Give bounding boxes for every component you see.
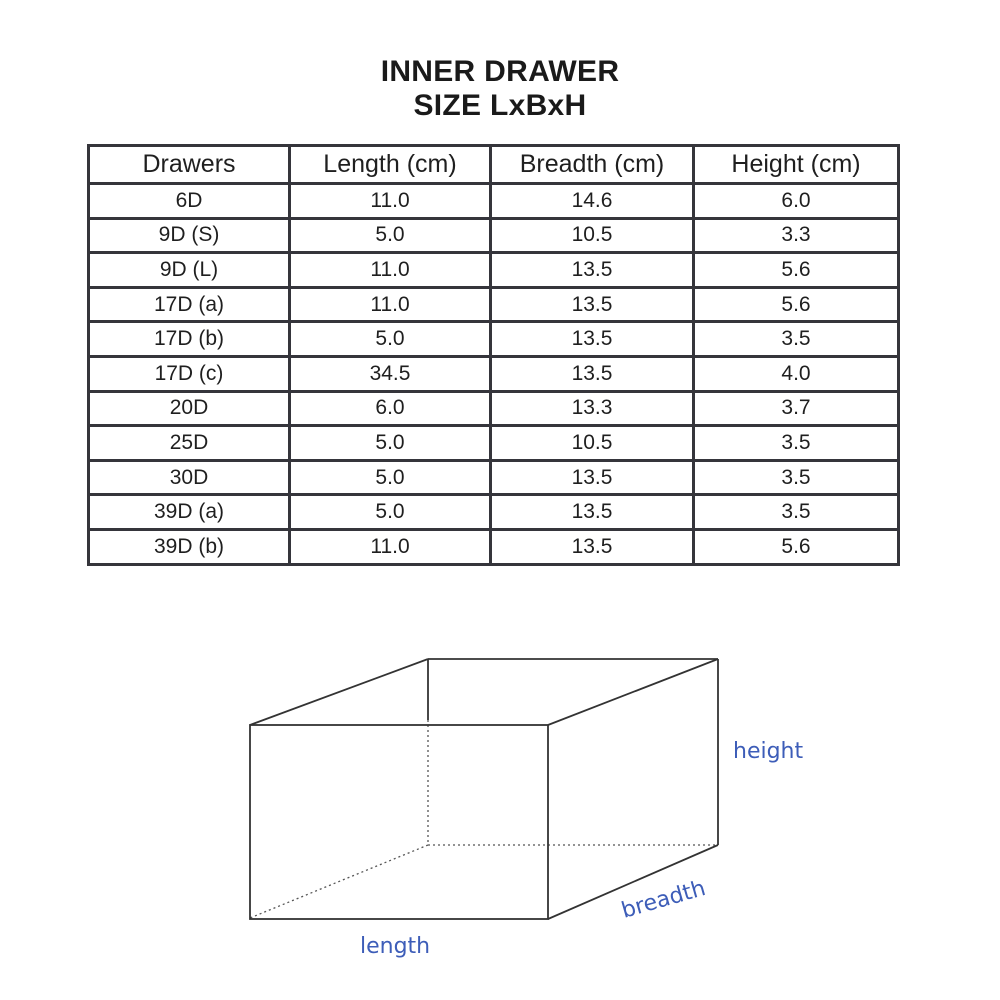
cell-height: 5.6 xyxy=(694,529,899,564)
table-row xyxy=(89,218,899,253)
cell-drawer: 17D (a) xyxy=(89,287,290,322)
cell-breadth: 13.5 xyxy=(491,287,694,322)
cell-breadth: 13.5 xyxy=(491,356,694,391)
cell-height: 5.6 xyxy=(694,287,899,322)
header-height: Height (cm) xyxy=(694,146,899,184)
cell-length: 34.5 xyxy=(290,356,491,391)
cell-breadth: 13.5 xyxy=(491,495,694,530)
title-line-1: INNER DRAWER xyxy=(380,55,620,88)
visible-edges xyxy=(250,659,718,919)
cell-length: 6.0 xyxy=(290,391,491,426)
cell-breadth: 13.5 xyxy=(491,253,694,288)
cell-breadth: 13.5 xyxy=(491,460,694,495)
cell-drawer: 39D (b) xyxy=(89,529,290,564)
table-row xyxy=(89,426,899,461)
hidden-edges xyxy=(250,720,718,918)
table-row xyxy=(89,356,899,391)
cell-breadth: 10.5 xyxy=(491,218,694,253)
cell-height: 5.6 xyxy=(694,253,899,288)
cell-length: 11.0 xyxy=(290,529,491,564)
cell-breadth: 10.5 xyxy=(491,426,694,461)
table-row xyxy=(89,529,899,564)
header-drawers: Drawers xyxy=(89,146,290,184)
cell-length: 5.0 xyxy=(290,322,491,357)
cell-drawer: 17D (b) xyxy=(89,322,290,357)
cell-length: 5.0 xyxy=(290,218,491,253)
drawer-size-table xyxy=(87,144,900,566)
table-row xyxy=(89,184,899,219)
table-row xyxy=(89,495,899,530)
cell-length: 5.0 xyxy=(290,495,491,530)
box-wireframe xyxy=(250,659,718,919)
cell-length: 5.0 xyxy=(290,460,491,495)
table-row xyxy=(89,287,899,322)
cell-breadth: 13.5 xyxy=(491,529,694,564)
cell-height: 4.0 xyxy=(694,356,899,391)
title-line-2: SIZE LxBxH xyxy=(413,89,587,122)
cell-drawer: 25D xyxy=(89,426,290,461)
cell-drawer: 30D xyxy=(89,460,290,495)
cell-drawer: 6D xyxy=(89,184,290,219)
cell-breadth: 13.5 xyxy=(491,322,694,357)
cell-height: 3.5 xyxy=(694,495,899,530)
cell-height: 3.7 xyxy=(694,391,899,426)
table-header-row xyxy=(89,146,899,184)
cell-length: 5.0 xyxy=(290,426,491,461)
length-label: length xyxy=(360,934,431,959)
cell-drawer: 39D (a) xyxy=(89,495,290,530)
table-row xyxy=(89,460,899,495)
height-label: height xyxy=(733,739,804,764)
breadth-label: breadth xyxy=(618,876,709,924)
cell-height: 3.5 xyxy=(694,322,899,357)
header-breadth: Breadth (cm) xyxy=(491,146,694,184)
cell-length: 11.0 xyxy=(290,253,491,288)
cell-breadth: 13.3 xyxy=(491,391,694,426)
cell-drawer: 9D (L) xyxy=(89,253,290,288)
cell-drawer: 9D (S) xyxy=(89,218,290,253)
cell-height: 3.3 xyxy=(694,218,899,253)
cell-drawer: 20D xyxy=(89,391,290,426)
table-row xyxy=(89,391,899,426)
drawer-dimension-diagram xyxy=(0,620,1000,1000)
cell-height: 3.5 xyxy=(694,426,899,461)
header-length: Length (cm) xyxy=(290,146,491,184)
cell-drawer: 17D (c) xyxy=(89,356,290,391)
cell-height: 3.5 xyxy=(694,460,899,495)
table-row xyxy=(89,253,899,288)
cell-breadth: 14.6 xyxy=(491,184,694,219)
cell-length: 11.0 xyxy=(290,287,491,322)
cell-height: 6.0 xyxy=(694,184,899,219)
cell-length: 11.0 xyxy=(290,184,491,219)
table-row xyxy=(89,322,899,357)
